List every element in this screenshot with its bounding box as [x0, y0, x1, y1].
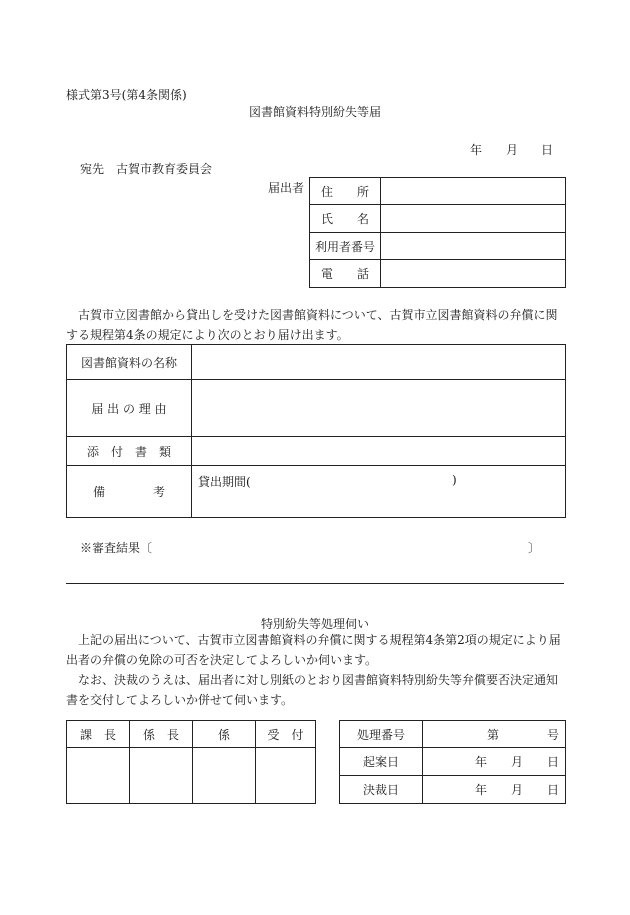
processing-table	[339, 720, 566, 804]
loan-period-close: )	[452, 473, 457, 487]
field-label-phone: 電 話	[310, 260, 381, 288]
divider	[66, 583, 564, 584]
detail-label-attachments: 添 付 書 類	[67, 437, 192, 466]
approval-header-section-chief: 課 長	[67, 721, 130, 748]
detail-label-reason: 届 出 の 理 由	[67, 380, 192, 437]
processing-decision-date[interactable]: 年 月 日	[423, 776, 566, 804]
detail-reason[interactable]	[192, 380, 566, 437]
field-address[interactable]	[381, 178, 566, 205]
field-phone[interactable]	[381, 260, 566, 288]
field-label-address: 住 所	[310, 178, 381, 205]
detail-attachments[interactable]	[192, 437, 566, 466]
process-para-2: なお、決裁のうえは、届出者に対し別紙のとおり図書館資料特別紛失等弁償要否決定通知書を交付してよろしいか併せて伺います。	[66, 673, 559, 707]
form-title: 図書館資料特別紛失等届	[248, 105, 381, 119]
review-close: 〕	[528, 541, 541, 555]
form-number: 様式第3号(第4条関係)	[66, 88, 187, 102]
field-label-name: 氏 名	[310, 205, 381, 233]
process-para-1: 上記の届出について、古賀市立図書館資料の弁償に関する規程第4条第2項の規定により届出者の弁償の免除の可否を決定してよろしいか伺います。	[66, 633, 561, 667]
intro-text: 古賀市立図書館から貸出しを受けた図書館資料について、古賀市立図書館資料の弁償に関する規程第4条の規定により次のとおり届け出ます。	[66, 308, 558, 342]
detail-label-material: 図書館資料の名称	[67, 345, 192, 380]
details-table	[66, 344, 566, 518]
processing-label-decision-date: 決裁日	[340, 776, 423, 804]
processing-number[interactable]: 第 号	[423, 721, 566, 748]
approval-stamp-section-chief[interactable]	[67, 748, 130, 804]
applicant-table	[309, 177, 566, 288]
processing-label-number: 処理番号	[340, 721, 423, 748]
date-day: 日	[541, 143, 554, 157]
processing-label-draft-date: 起案日	[340, 748, 423, 776]
detail-material[interactable]	[192, 345, 566, 380]
field-user-number[interactable]	[381, 233, 566, 260]
field-label-user-number: 利用者番号	[310, 233, 381, 260]
approval-header-subsection-chief: 係 長	[130, 721, 193, 748]
loan-period-label: 貸出期間(	[198, 475, 251, 489]
detail-label-remarks: 備 考	[67, 466, 192, 518]
review-label: ※審査結果〔	[80, 541, 153, 555]
detail-remarks[interactable]	[192, 466, 566, 518]
addressee: 宛先 古賀市教育委員会	[80, 162, 213, 176]
approval-header-reception: 受 付	[256, 721, 316, 748]
processing-draft-date[interactable]: 年 月 日	[423, 748, 566, 776]
process-title: 特別紛失等処理伺い	[260, 617, 369, 631]
date-year: 年	[470, 143, 483, 157]
approval-table	[66, 720, 316, 804]
applicant-label: 届出者	[268, 181, 305, 195]
approval-header-staff: 係	[193, 721, 256, 748]
approval-stamp-subsection-chief[interactable]	[130, 748, 193, 804]
field-name[interactable]	[381, 205, 566, 233]
approval-stamp-staff[interactable]	[193, 748, 256, 804]
date-month: 月	[506, 143, 519, 157]
approval-stamp-reception[interactable]	[256, 748, 316, 804]
